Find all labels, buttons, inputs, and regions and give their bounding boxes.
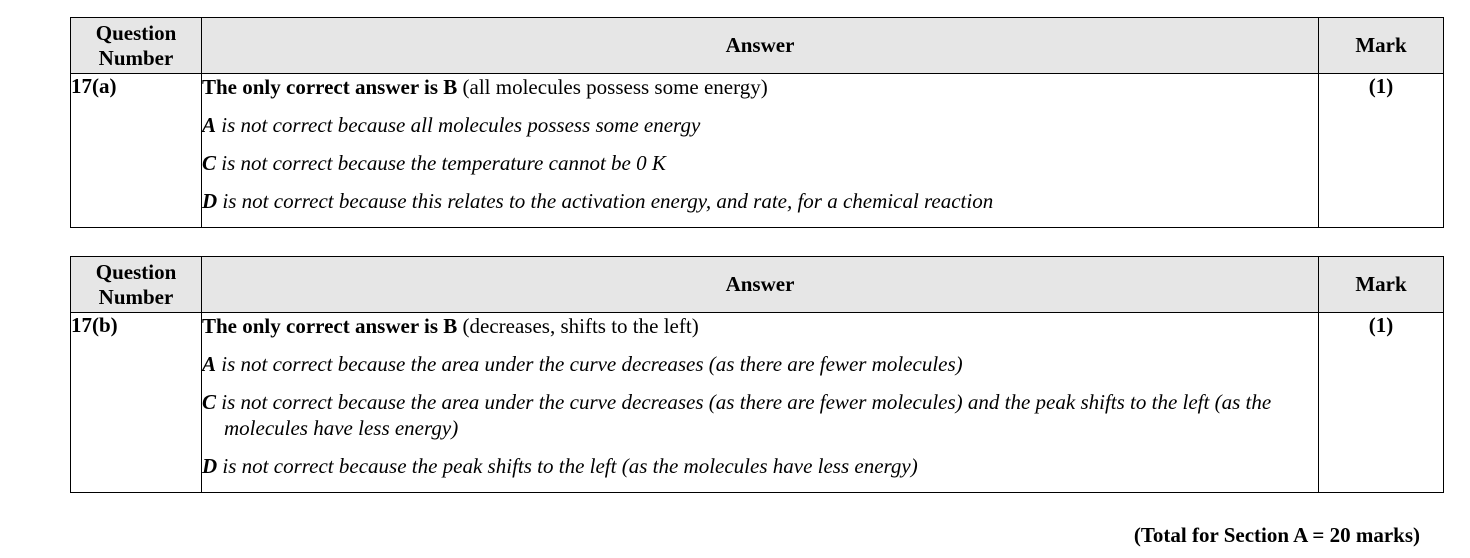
correct-answer-reason: (all molecules possess some energy) (462, 75, 768, 99)
mark-header: Mark (1319, 18, 1444, 74)
mark-scheme-table-17a (70, 17, 1444, 228)
distractor-line (202, 150, 1318, 176)
distractor-letter: C (202, 151, 217, 175)
distractor-line (202, 188, 1318, 214)
mark-scheme-table-17b (70, 256, 1444, 493)
distractor-letter: D (202, 189, 218, 213)
header-row (71, 257, 1444, 313)
table-row (71, 313, 1444, 493)
distractor-line (202, 389, 1318, 441)
correct-answer-lead: The only correct answer is B (202, 75, 458, 99)
header-row (71, 18, 1444, 74)
question-number-header: Question Number (71, 18, 202, 74)
mark-value: (1) (1319, 74, 1444, 228)
correct-answer-line (202, 313, 1318, 339)
distractor-letter: D (202, 454, 218, 478)
distractor-line (202, 351, 1318, 377)
distractor-text: is not correct because the temperature cannot be 0 K (221, 151, 666, 175)
distractor-letter: A (202, 352, 217, 376)
correct-answer-line (202, 74, 1318, 100)
distractor-letter: A (202, 113, 217, 137)
question-number: 17(b) (71, 313, 202, 493)
answer-cell (202, 74, 1319, 228)
correct-answer-lead: The only correct answer is B (202, 314, 458, 338)
distractor-text: is not correct because all molecules possess some energy (221, 113, 701, 137)
table-row (71, 74, 1444, 228)
answer-header: Answer (202, 257, 1319, 313)
mark-value: (1) (1319, 313, 1444, 493)
answer-header: Answer (202, 18, 1319, 74)
mark-header: Mark (1319, 257, 1444, 313)
distractor-text: is not correct because the peak shifts to the left (as the molecules have less energy) (222, 454, 918, 478)
distractor-line (202, 112, 1318, 138)
distractor-line (202, 453, 1318, 479)
distractor-letter: C (202, 390, 217, 414)
correct-answer-reason: (decreases, shifts to the left) (462, 314, 699, 338)
distractor-text: is not correct because the area under the curve decreases (as there are fewer molecules) (221, 352, 963, 376)
section-total: (Total for Section A = 20 marks) (1133, 523, 1420, 547)
distractor-text: is not correct because this relates to the activation energy, and rate, for a chemical reaction (222, 189, 994, 213)
question-number-header: Question Number (71, 257, 202, 313)
answer-cell (202, 313, 1319, 493)
distractor-text: is not correct because the area under the curve decreases (as there are fewer molecules) and the peak shifts to the left (as the molecules have less energy) (221, 390, 1272, 440)
question-number: 17(a) (71, 74, 202, 228)
